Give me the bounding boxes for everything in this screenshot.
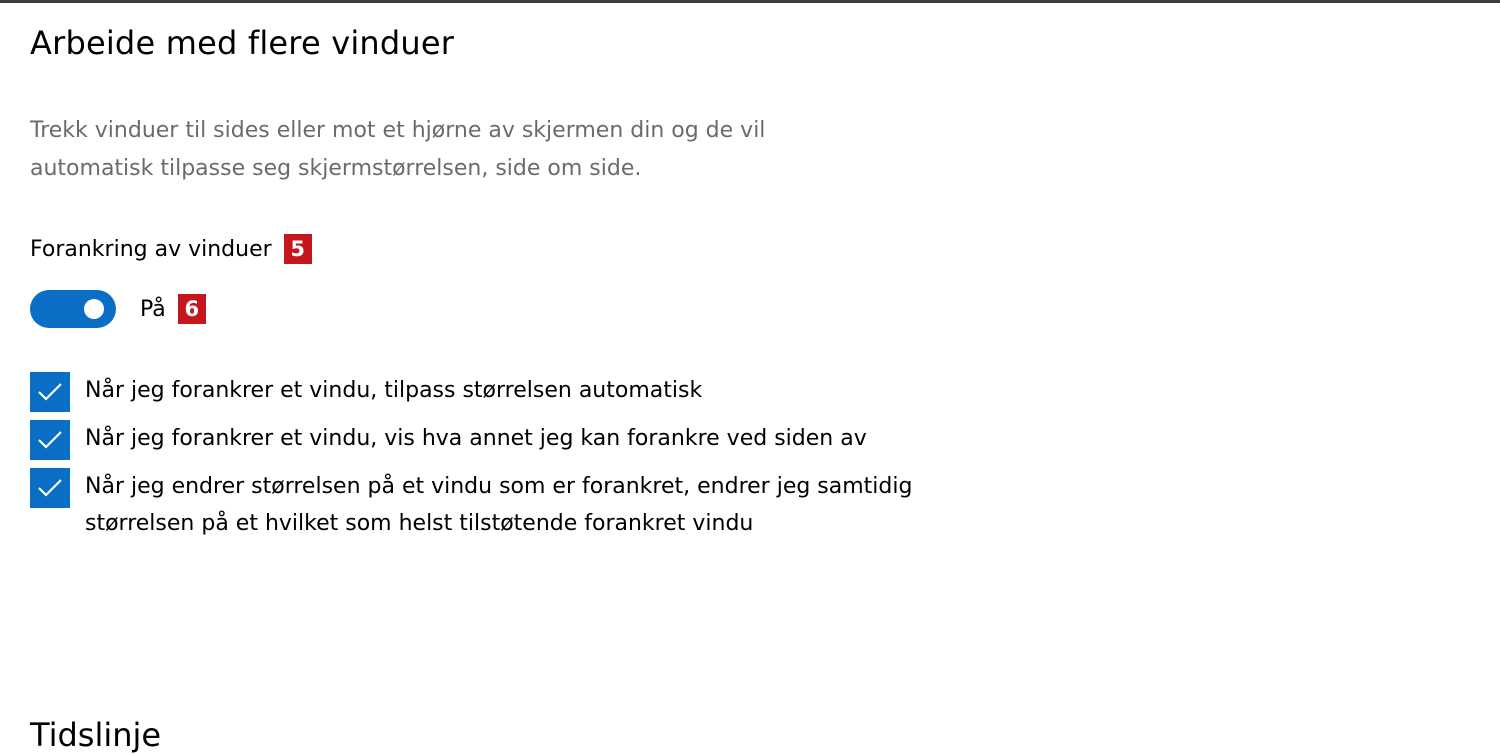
snap-windows-heading [30,234,312,264]
checkmark-icon [37,382,63,402]
show-next-label: Når jeg forankrer et vindu, vis hva annet jeg kan forankre ved siden av [85,426,867,451]
checkmark-icon [37,478,63,498]
snap-options-list [30,372,930,550]
next-section-heading: Tidslinje [30,716,162,754]
settings-page [30,0,1470,754]
checkmark-icon [37,430,63,450]
annotation-marker-5: 5 [284,234,312,264]
auto-size-checkbox[interactable] [30,372,70,412]
snap-toggle-row [30,290,206,328]
page-title: Arbeide med flere vinduer [30,24,455,62]
toggle-state-label: På [140,296,166,322]
snap-toggle-switch[interactable] [30,290,116,328]
snap-windows-label: Forankring av vinduer [30,236,272,262]
annotation-marker-6: 6 [178,294,206,324]
toggle-knob [84,299,104,319]
auto-size-label: Når jeg forankrer et vindu, tilpass størrelsen automatisk [85,378,703,403]
checkbox-row-resize-adjacent[interactable] [30,468,930,542]
resize-adjacent-checkbox[interactable] [30,468,70,508]
checkbox-row-auto-size[interactable] [30,372,930,412]
show-next-checkbox[interactable] [30,420,70,460]
checkbox-row-show-next[interactable] [30,420,930,460]
section-description: Trekk vinduer til sides eller mot et hjørne av skjermen din og de vil automatisk tilpasse seg skjermstørrelsen, side om side. [30,118,766,181]
resize-adjacent-label: Når jeg endrer størrelsen på et vindu som er forankret, endrer jeg samtidig størrelsen på et hvilket som helst tilstøtende forankret vindu [85,474,913,536]
